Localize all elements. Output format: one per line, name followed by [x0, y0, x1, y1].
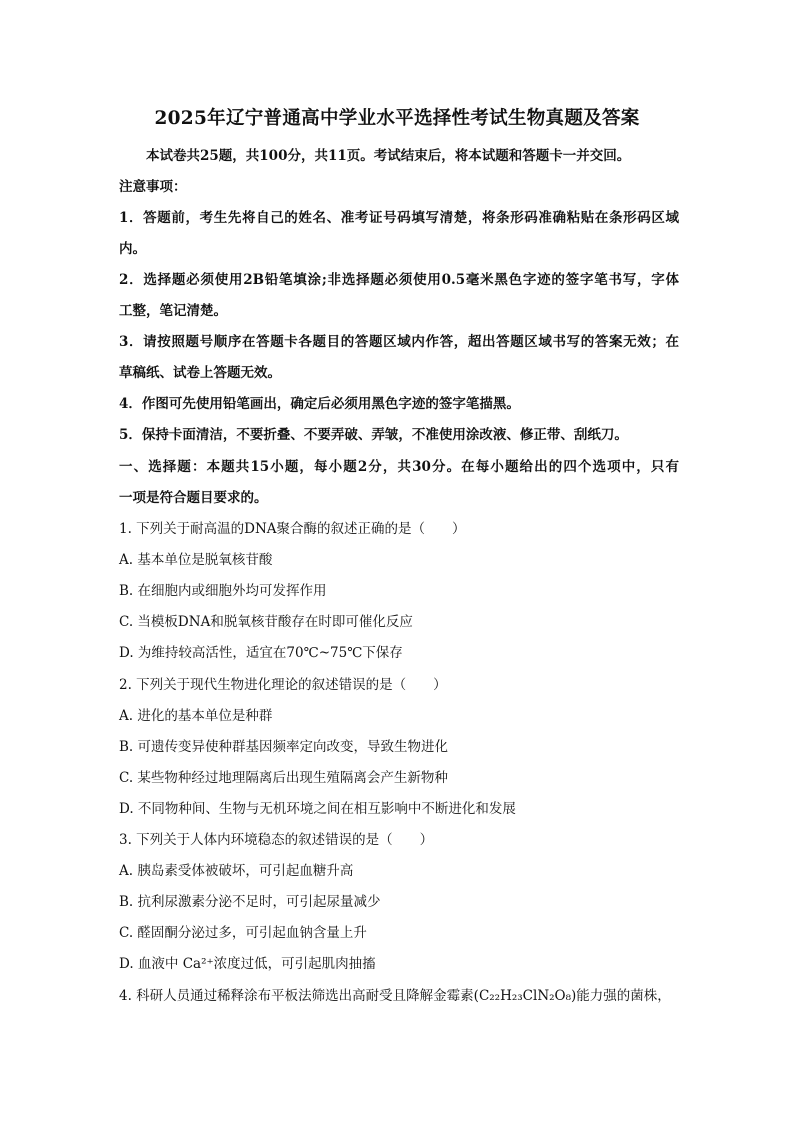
- notice-item-1: 1．答题前，考生先将自己的姓名、准考证号码填写清楚，将条形码准确粘贴在条形码区域: [119, 210, 679, 226]
- question-1-option-c: C. 当模板DNA和脱氧核苷酸存在时即可催化反应: [119, 614, 413, 630]
- notice-item-3: 3．请按照题号顺序在答题卡各题目的答题区域内作答，超出答题区域书写的答案无效；在: [119, 334, 679, 350]
- section-heading-cont: 一项是符合题目要求的。: [119, 490, 268, 506]
- notice-item-2: 2．选择题必须使用2B铅笔填涂;非选择题必须使用0.5毫米黑色字迹的签字笔书写，字体: [119, 272, 679, 288]
- question-1-stem: 1. 下列关于耐高温的DNA聚合酶的叙述正确的是（ ）: [119, 521, 466, 537]
- question-2-option-a: A. 进化的基本单位是种群: [119, 708, 273, 724]
- question-2-stem: 2. 下列关于现代生物进化理论的叙述错误的是（ ）: [119, 677, 447, 693]
- question-1-option-d: D. 为维持较高活性，适宜在70℃~75℃下保存: [119, 645, 403, 661]
- question-3-option-c: C. 醛固酮分泌过多，可引起血钠含量上升: [119, 925, 367, 941]
- question-3-option-b: B. 抗利尿激素分泌不足时，可引起尿量减少: [119, 894, 381, 910]
- question-1-option-b: B. 在细胞内或细胞外均可发挥作用: [119, 583, 327, 599]
- question-3-stem: 3. 下列关于人体内环境稳态的叙述错误的是（ ）: [119, 832, 434, 848]
- notice-item-3-cont: 草稿纸、试卷上答题无效。: [119, 365, 281, 381]
- question-3-option-a: A. 胰岛素受体被破坏，可引起血糖升高: [119, 863, 354, 879]
- question-2-option-c: C. 某些物种经过地理隔离后出现生殖隔离会产生新物种: [119, 770, 448, 786]
- document-title: 2025年辽宁普通高中学业水平选择性考试生物真题及答案: [154, 108, 640, 129]
- question-1-option-a: A. 基本单位是脱氧核苷酸: [119, 552, 273, 568]
- question-3-option-d: D. 血液中 Ca²⁺浓度过低，可引起肌肉抽搐: [119, 956, 376, 972]
- section-heading: 一、选择题：本题共15小题，每小题2分，共30分。在每小题给出的四个选项中，只有: [119, 459, 679, 475]
- question-2-option-b: B. 可遗传变异使种群基因频率定向改变，导致生物进化: [119, 739, 449, 755]
- question-4-stem: 4. 科研人员通过稀释涂布平板法筛选出高耐受且降解金霉素(C₂₂H₂₃ClN₂O₈)能力强的菌株，: [119, 988, 671, 1004]
- question-2-option-d: D. 不同物种间、生物与无机环境之间在相互影响中不断进化和发展: [119, 801, 516, 817]
- notice-heading: 注意事项：: [119, 179, 187, 195]
- intro-text: 本试卷共25题，共100分，共11页。考试结束后，将本试题和答题卡一并交回。: [146, 148, 631, 164]
- notice-item-2-cont: 工整，笔记清楚。: [119, 303, 227, 319]
- notice-item-4: 4．作图可先使用铅笔画出，确定后必须用黑色字迹的签字笔描黑。: [119, 396, 520, 412]
- notice-item-1-cont: 内。: [119, 241, 146, 257]
- notice-item-5: 5．保持卡面清洁，不要折叠、不要弄破、弄皱，不准使用涂改液、修正带、刮纸刀。: [119, 427, 628, 443]
